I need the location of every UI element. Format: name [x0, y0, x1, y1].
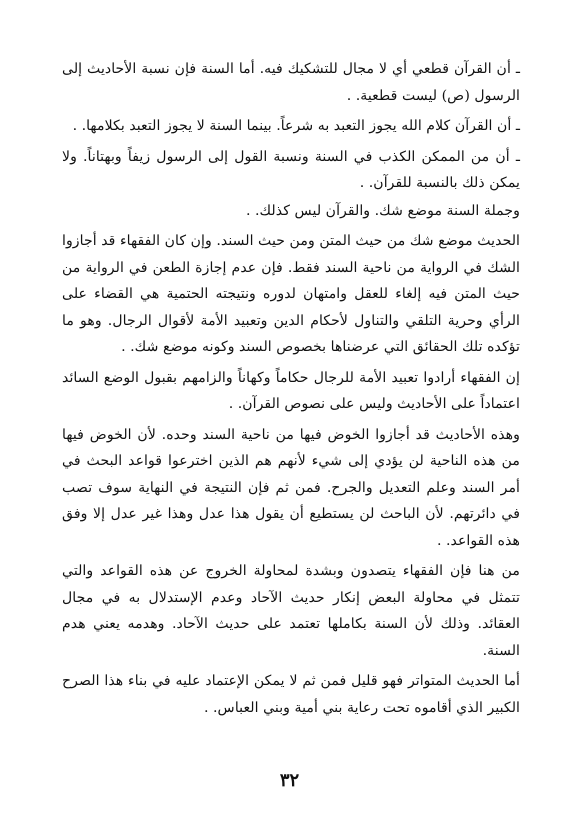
paragraph-jurists-intent: إن الفقهاء أرادوا تعبيد الأمة للرجال حكاماً وكهاناً والزامهم بقبول الوضع السائد اعتماداً على الأحاديث وليس على نصوص القرآن. .: [62, 369, 520, 412]
paragraph-quran-certainty: ـ أن القرآن قطعي أي لا مجال للتشكيك فيه. أما السنة فإن نسبة الأحاديث إلى الرسول (ص) ليست قطعية. .: [62, 61, 520, 104]
paragraph-mutawatir: أما الحديث المتواتر فهو قليل فمن ثم لا يمكن الإعتماد عليه في بناء هذا الصرح الكبير الذي أقاموه تحت رعاية بني أمية وبني العباس. .: [62, 673, 520, 716]
paragraph-ahad: من هنا فإن الفقهاء يتصدون وبشدة لمحاولة الخروج عن هذه القواعد والتي تتمثل في محاولة البعض إنكار حديث الآحاد وعدم الإستدلال به في مجال العقائد. وذلك لأن السنة بكاملها تعتمد على حديث الآحاد. وهدمه يعني هدم السنة.: [62, 563, 520, 659]
page-body: [62, 56, 520, 725]
page-number: ٣٢: [279, 770, 300, 791]
paragraph-worship: ـ أن القرآن كلام الله يجوز التعبد به شرعاً. بينما السنة لا يجوز التعبد بكلامها. .: [72, 118, 520, 134]
paragraph-hadith-doubt: الحديث موضع شك من حيث المتن ومن حيث السند. وإن كان الفقهاء قد أجازوا الشك في الرواية من ناحية السند فقط. فإن عدم إجازة الطعن في الرواية من حيث المتن فيه إلغاء للعقل وامتهان لدوره ونتيجته الحتمية هي القضاء على الرأي وحرية التلقي والتناول لأحكام الدين وتعبيد الأمة لأقوال الرجال. وهو ما تؤكده تلك الحقائق التي عرضناها بخصوص السند وكونه موضع شك. .: [62, 233, 520, 355]
paragraph-doubt-summary: وجملة السنة موضع شك. والقرآن ليس كذلك. .: [245, 202, 520, 219]
paragraph-lying: ـ أن من الممكن الكذب في السنة ونسبة القول إلى الرسول زيفاً وبهتاناً. ولا يمكن ذلك بالنسبة للقرآن. .: [62, 148, 520, 191]
paragraph-isnad-rules: وهذه الأحاديث قد أجازوا الخوض فيها من ناحية السند وحده. لأن الخوض فيها من هذه الناحية لن يؤدي إلى شيء لأنهم هم الذين اخترعوا قواعد البحث في أمر السند وعلم التعديل والجرح. فمن ثم فإن النتيجة في النهاية سوف تصب في دائرتهم. لأن الباحث لن يستطيع أن يقول هذا عدل وهذا غير عدل إلا وفق هذه القواعد. .: [62, 426, 520, 549]
